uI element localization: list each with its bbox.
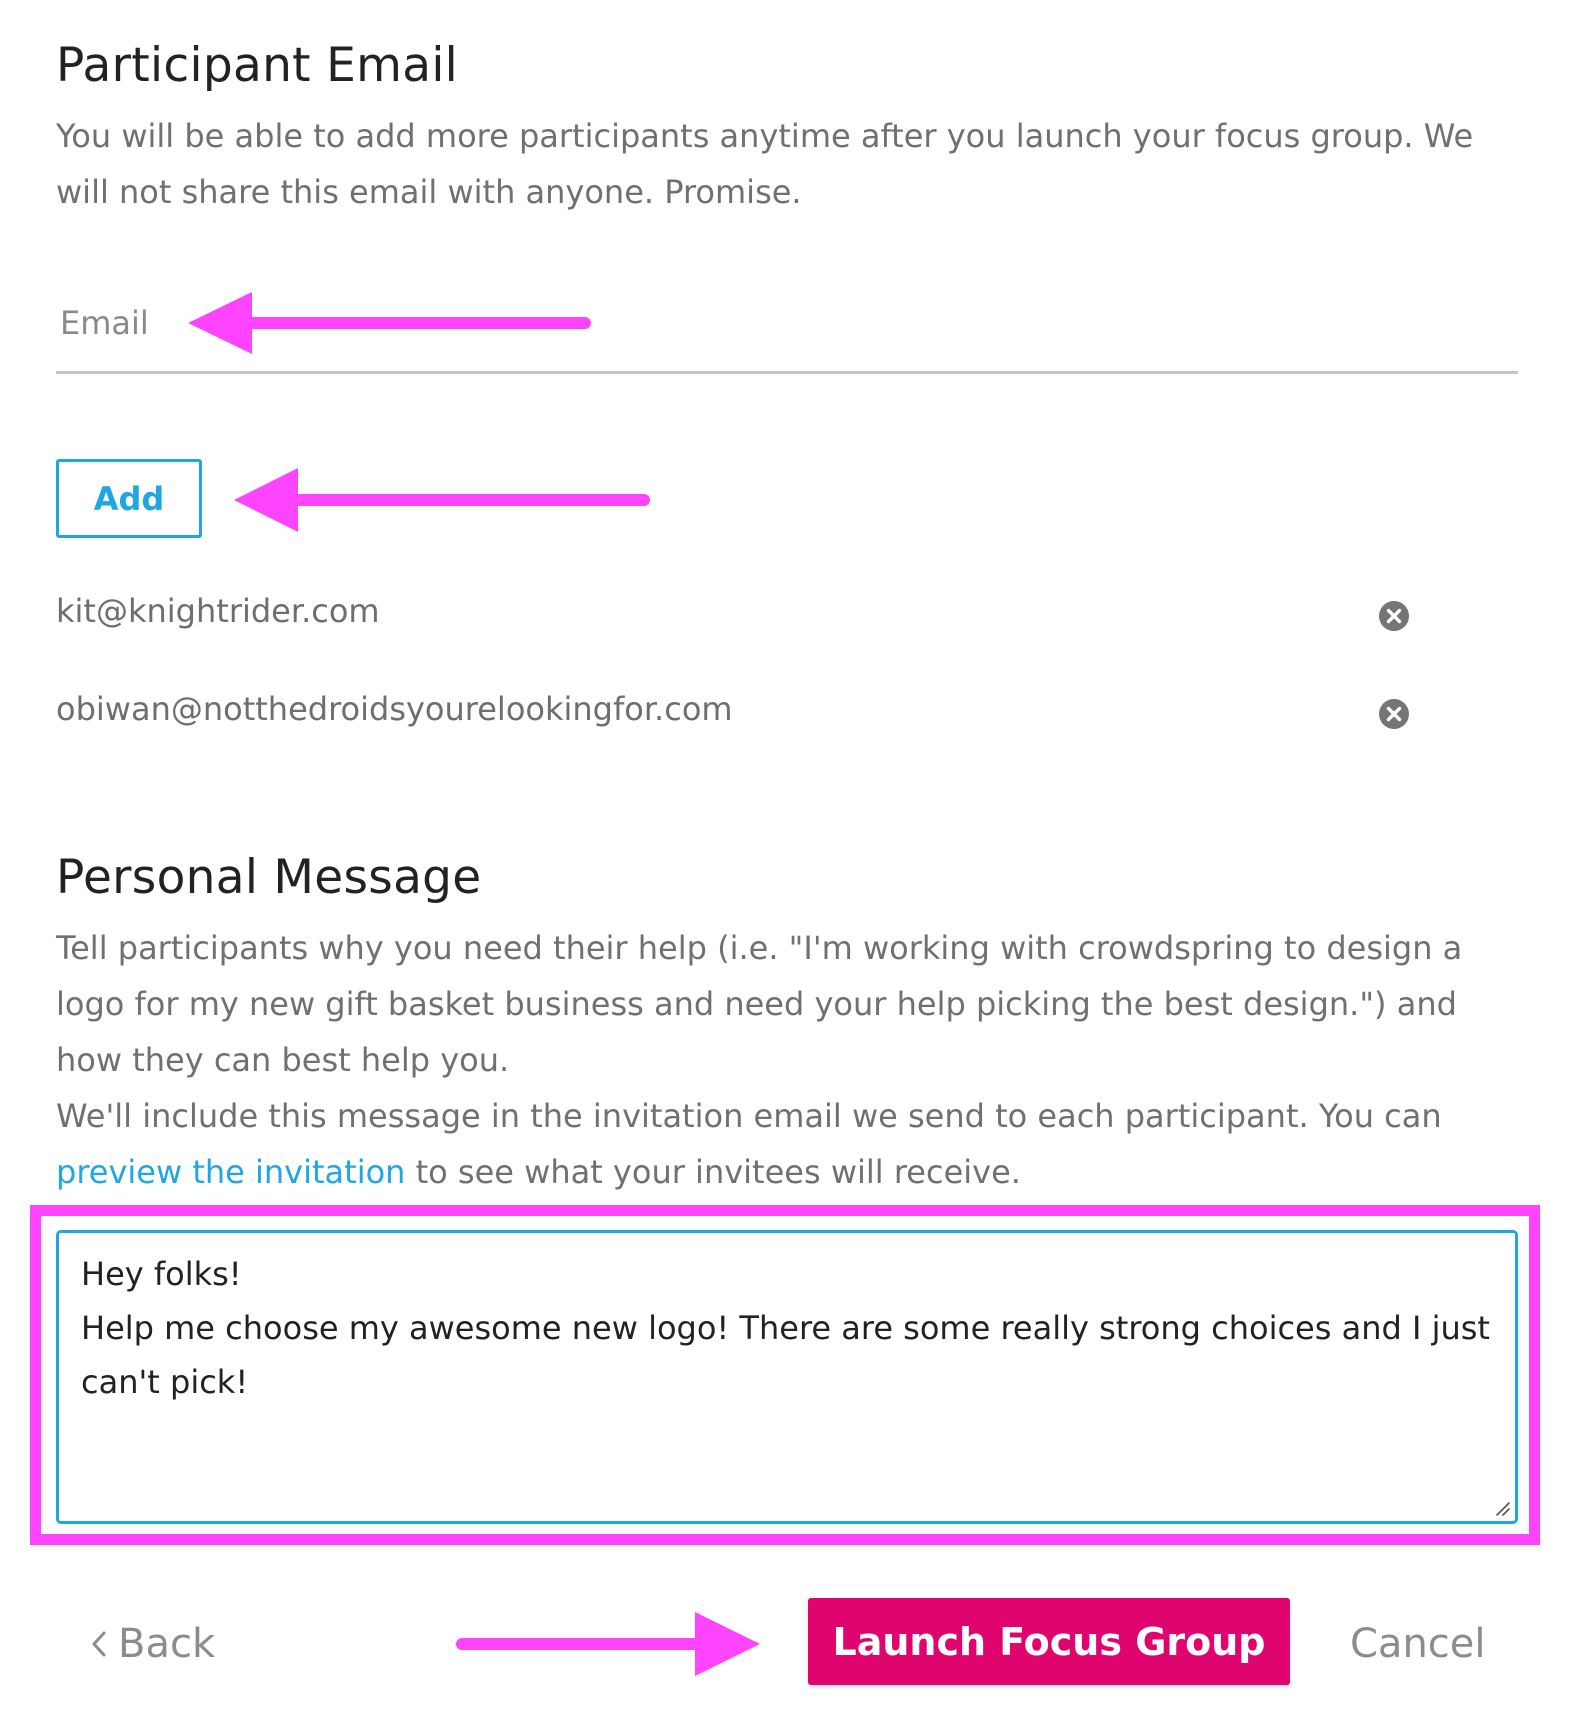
launch-focus-group-button[interactable]: Launch Focus Group: [808, 1598, 1290, 1685]
invitation-note-suffix: to see what your invitees will receive.: [405, 1153, 1021, 1191]
arrow-left-icon: [234, 468, 644, 532]
participant-email-title: Participant Email: [56, 38, 459, 93]
invitation-note-prefix: We'll include this message in the invitation email we send to each participant. You can: [56, 1097, 1442, 1135]
email-address: obiwan@notthedroidsyourelookingfor.com: [56, 690, 733, 728]
message-line: Help me choose my awesome new logo! There are some really strong choices and I just can't pick!: [81, 1309, 1490, 1401]
arrow-left-icon: [188, 292, 585, 354]
cancel-button[interactable]: Cancel: [1350, 1621, 1486, 1667]
personal-message-title: Personal Message: [56, 850, 482, 905]
add-button[interactable]: Add: [56, 459, 202, 538]
email-input-placeholder: Email: [60, 304, 149, 342]
email-address: kit@knightrider.com: [56, 592, 380, 630]
message-line: Hey folks!: [81, 1255, 242, 1293]
participant-email-description-text: You will be able to add more participants anytime after you launch your focus group. We will not share this email with anyone. Promise.: [56, 117, 1474, 211]
personal-message-description-text: Tell participants why you need their help (i.e. "I'm working with crowdspring to design a logo for my new gift basket business and need your help picking the best design.") and how they can best help you.: [56, 929, 1463, 1079]
preview-invitation-link[interactable]: preview the invitation: [56, 1153, 406, 1191]
arrow-right-icon: [462, 1612, 760, 1676]
back-button-label: Back: [118, 1621, 216, 1667]
